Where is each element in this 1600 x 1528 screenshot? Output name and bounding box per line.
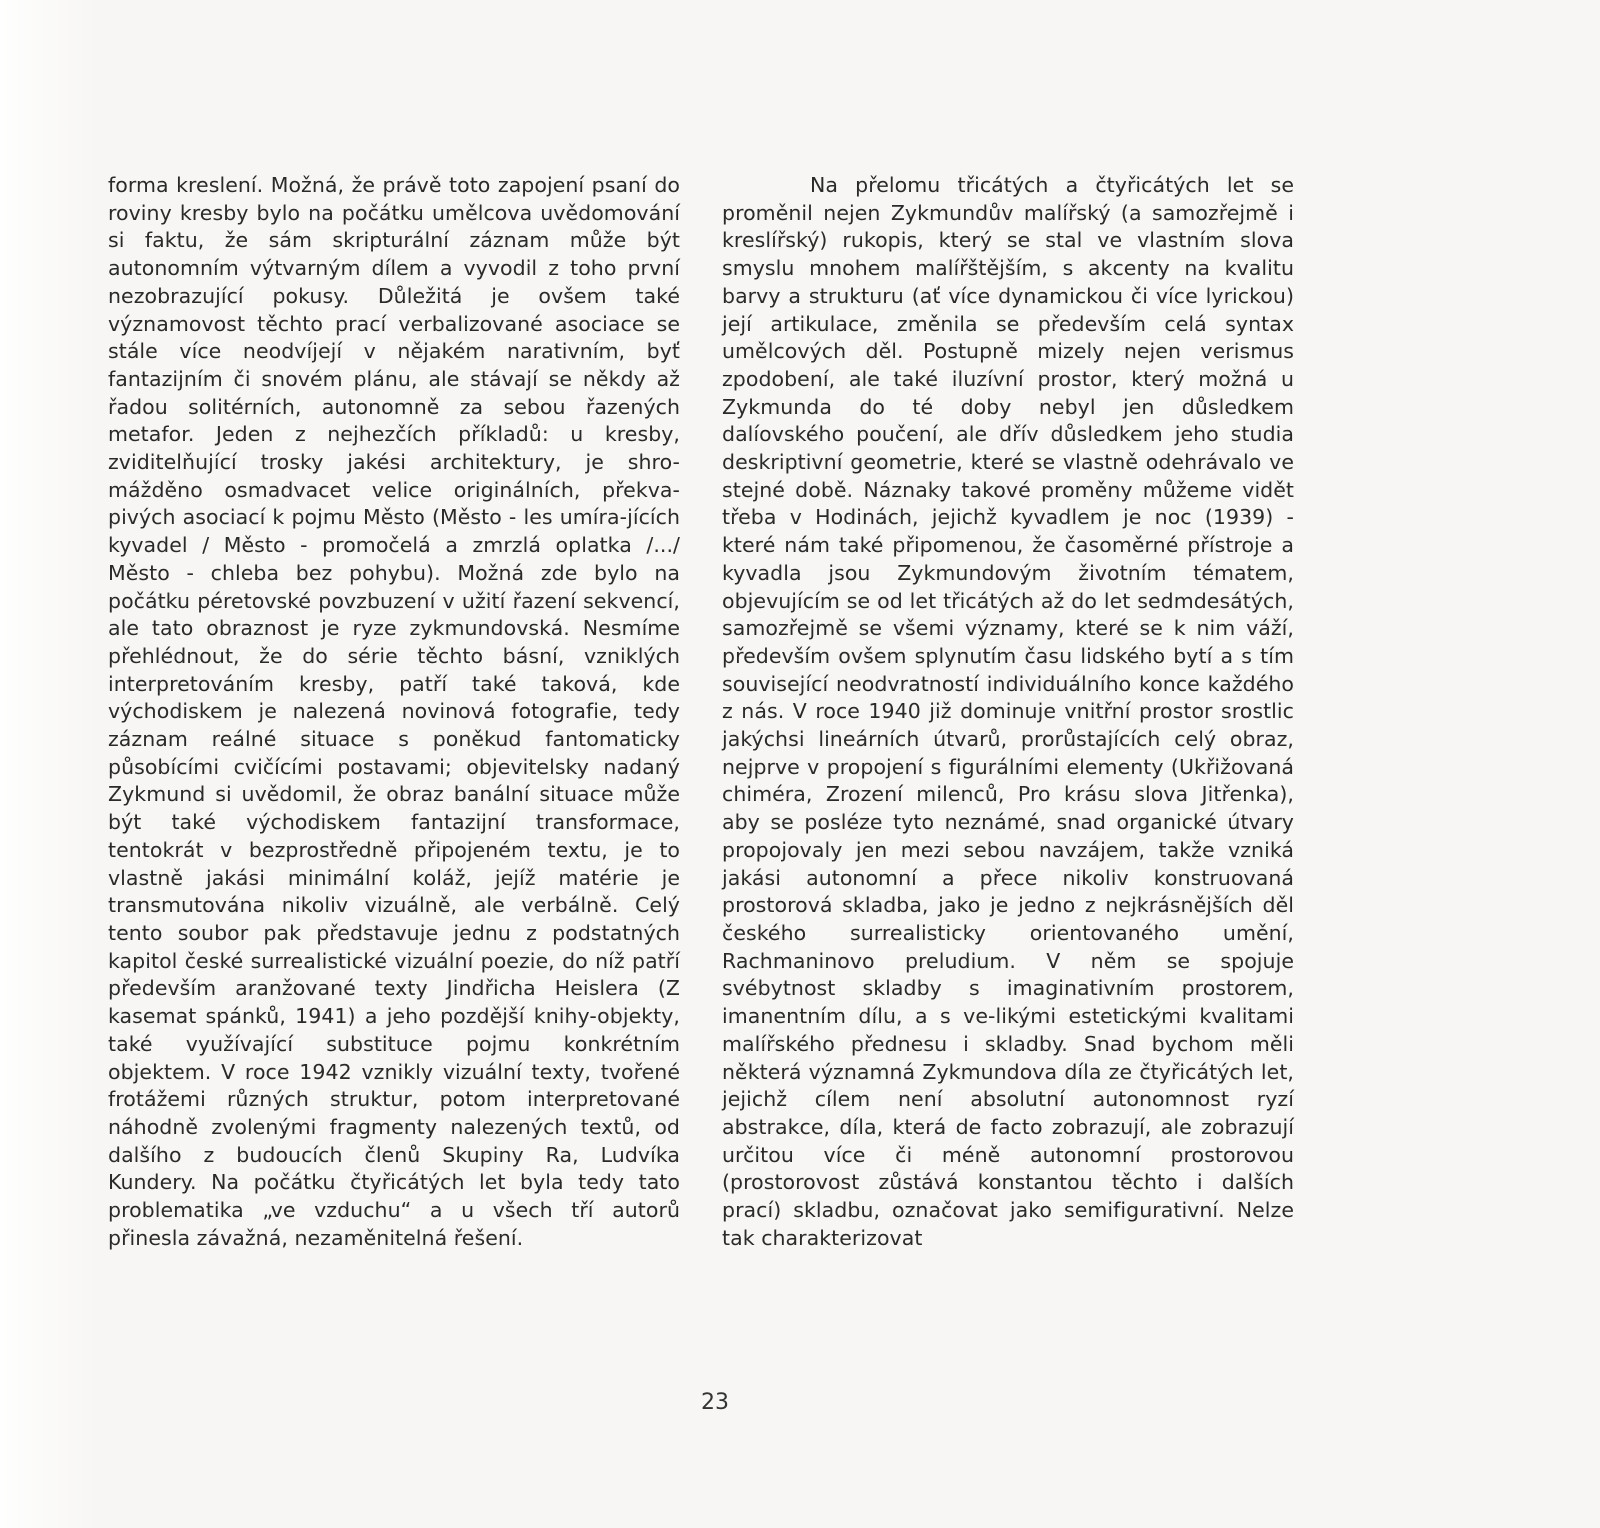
page-number: 23 xyxy=(701,1390,729,1415)
page-edge-shadow xyxy=(0,0,100,1528)
right-text-column: Na přelomu třicátých a čtyřicátých let se proměnil nejen Zykmundův malířský (a samozřejmě i kreslířský) rukopis, který se stal ve vlastním slova smyslu mnohem malířštějším, s akcenty na kvalitu barvy a strukturu (ať více dynamickou či více lyrickou) její artikulace, změnila se především celá syntax umělcových děl. Postupně mizely nejen verismus zpodobení, ale také iluzívní prostor, který možná u Zykmunda do té doby nebyl jen důsledkem dalíovského poučení, ale dřív důsledkem jeho studia deskriptivní geometrie, které se vlastně odehrávalo ve stejné době. Náznaky takové proměny můžeme vidět třeba v Hodinách, jejichž kyvadlem je noc (1939) - které nám také připomenou, že časoměrné přístroje a kyvadla jsou Zykmundovým životním tématem, objevujícím se od let třicátých až do let sedmdesátých, samozřejmě se všemi významy, které se k nim váží, především ovšem splynutím času lidského bytí a s tím související neodvratností individuálního konce každého z nás. V roce 1940 již dominuje vnitřní prostor srostlic jakýchsi lineárních útvarů, prorůstajících celý obraz, nejprve v propojení s figurálními elementy (Ukřižovaná chiméra, Zrození milenců, Pro krásu slova Jitřenka), aby se posléze tyto neznámé, snad organické útvary propojovaly jen mezi sebou navzájem, takže vzniká jakási autonomní a přece nikoliv konstruovaná prostorová skladba, jako je jedno z nejkrásnějších děl českého surrealisticky orientovaného umění, Rachmaninovo preludium. V něm se spojuje svébytnost skladby s imaginativním prostorem, imanentním dílu, a s ve-likými estetickými kvalitami malířského přednesu i skladby. Snad bychom měli některá významná Zykmundova díla ze čtyřicátých let, jejichž cílem není absolutní autonomnost ryzí abstrakce, díla, která de facto zobrazují, ale zobrazují určitou více či méně autonomní prostorovou (prostorovost zůstává konstantou těchto i dalších prací) skladbu, označovat jako semifigurativní. Nelze tak charakterizovat xyxy=(722,173,1294,1250)
left-text-column: forma kreslení. Možná, že právě toto zapojení psaní do roviny kresby bylo na počátku umělcova uvědomování si faktu, že sám skripturální záznam může být autonomním výtvarným dílem a vyvodil z toho první nezobrazující pokusy. Důležitá je ovšem také významovost těchto prací verbalizované asociace se stále více neodvíjejí v nějakém narativním, byť fantazijním či snovém plánu, ale stávají se někdy až řadou solitérních, autonomně za sebou řazených metafor. Jeden z nejhezčích příkladů: u kresby, zviditelňující trosky jakési architektury, je shro-mážděno osmadvacet velice originálních, překva-pivých asociací k pojmu Město (Město - les umíra-jících kyvadel / Město - promočelá a zmrzlá oplatka /.../ Město - chleba bez pohybu). Možná zde bylo na počátku péretovské povzbuzení v užití řazení sekvencí, ale tato obraznost je ryze zykmundovská. Nesmíme přehlédnout, že do série těchto básní, vzniklých interpretováním kresby, patří také taková, kde východiskem je nalezená novinová fotografie, tedy záznam reálné situace s poněkud fantomaticky působícími cvičícími postavami; objevitelsky nadaný Zykmund si uvědomil, že obraz banální situace může být také východiskem fantazijní transformace, tentokrát v bezprostředně připojeném textu, je to vlastně jakási minimální koláž, jejíž matérie je transmutována nikoliv vizuálně, ale verbálně. Celý tento soubor pak představuje jednu z podstatných kapitol české surrealistické vizuální poezie, do níž patří především aranžované texty Jindřicha Heislera (Z kasemat spánků, 1941) a jeho pozdější knihy-objekty, také využívající substituce pojmu konkrétním objektem. V roce 1942 vznikly vizuální texty, tvořené frotážemi různých struktur, potom interpretované náhodně zvolenými fragmenty nalezených textů, od dalšího z budoucích členů Skupiny Ra, Ludvíka Kundery. Na počátku čtyřicátých let byla tedy tato problematika „ve vzduchu“ a u všech tří autorů přinesla závažná, nezaměnitelná řešení. xyxy=(108,173,680,1250)
